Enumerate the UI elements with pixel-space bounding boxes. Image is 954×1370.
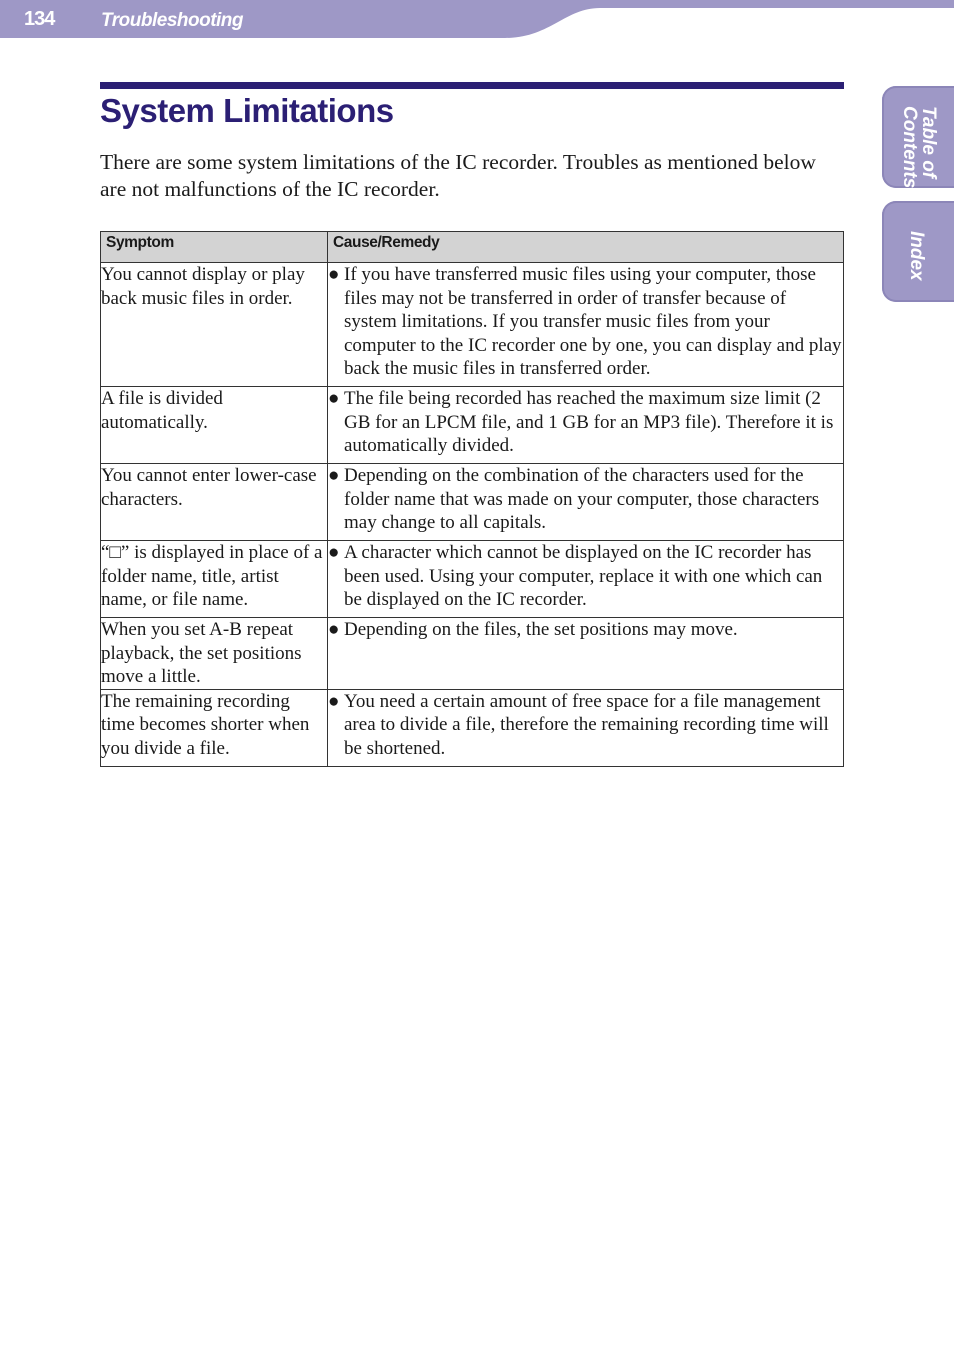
bullet-icon: ● bbox=[328, 388, 340, 409]
cause-header: Cause/Remedy bbox=[328, 232, 844, 263]
title-rule bbox=[100, 82, 844, 89]
intro-paragraph: There are some system limitations of the IC recorder. Troubles as mentioned below are not malfunctions of the IC recorder. bbox=[100, 150, 816, 201]
bullet-icon: ● bbox=[328, 264, 340, 285]
cause-text: A character which cannot be displayed on the IC recorder has been used. Using your computer, replace it with one which can be displayed on the IC recorder. bbox=[344, 542, 823, 610]
table-row bbox=[101, 263, 844, 387]
table-row bbox=[101, 618, 844, 690]
page-header bbox=[0, 0, 954, 40]
symptom-cell: “□” is displayed in place of a folder name, title, artist name, or file name. bbox=[101, 541, 328, 618]
table-row bbox=[101, 387, 844, 464]
limitations-table bbox=[100, 231, 844, 767]
bullet-icon: ● bbox=[328, 690, 340, 712]
cause-text: If you have transferred music files using your computer, those files may not be transferred in order of transfer because of system limitations. If you transfer music files from your computer to the IC recorder one by one, you can display and play back the music files in transferred order. bbox=[344, 264, 842, 379]
index-tab[interactable] bbox=[882, 201, 954, 302]
symptom-cell: A file is divided automatically. bbox=[101, 387, 328, 464]
symptom-cell: When you set A-B repeat playback, the set positions move a little. bbox=[101, 618, 328, 690]
cause-cell bbox=[328, 263, 844, 387]
cause-cell bbox=[328, 618, 844, 690]
table-row bbox=[101, 689, 844, 766]
section-name: Troubleshooting bbox=[101, 10, 244, 31]
index-tab-label: Index bbox=[906, 231, 927, 281]
cause-text: Depending on the files, the set positions may move. bbox=[344, 619, 738, 640]
table-header-row bbox=[101, 232, 844, 263]
cause-cell bbox=[328, 689, 844, 766]
table-of-contents-tab-label: Table of Contents bbox=[899, 106, 939, 189]
page-title: System Limitations bbox=[100, 92, 394, 129]
table-of-contents-tab[interactable] bbox=[882, 86, 954, 188]
cause-text: The file being recorded has reached the maximum size limit (2 GB for an LPCM file, and 1 GB for an MP3 file). Therefore it is automatically divided. bbox=[344, 388, 834, 456]
symptom-cell: The remaining recording time becomes shorter when you divide a file. bbox=[101, 689, 328, 766]
bullet-icon: ● bbox=[328, 619, 340, 640]
symptom-header: Symptom bbox=[101, 232, 328, 263]
cause-text: You need a certain amount of free space for a file management area to divide a file, therefore the remaining recording time will be shortened. bbox=[344, 690, 829, 759]
table-row bbox=[101, 541, 844, 618]
page-number: 134 bbox=[24, 8, 55, 30]
cause-cell bbox=[328, 387, 844, 464]
table-row bbox=[101, 464, 844, 541]
symptom-cell: You cannot display or play back music files in order. bbox=[101, 263, 328, 387]
cause-cell bbox=[328, 541, 844, 618]
bullet-icon: ● bbox=[328, 465, 340, 486]
cause-text: Depending on the combination of the characters used for the folder name that was made on your computer, those characters may change to all capitals. bbox=[344, 465, 820, 533]
bullet-icon: ● bbox=[328, 542, 340, 563]
symptom-cell: You cannot enter lower-case characters. bbox=[101, 464, 328, 541]
cause-cell bbox=[328, 464, 844, 541]
